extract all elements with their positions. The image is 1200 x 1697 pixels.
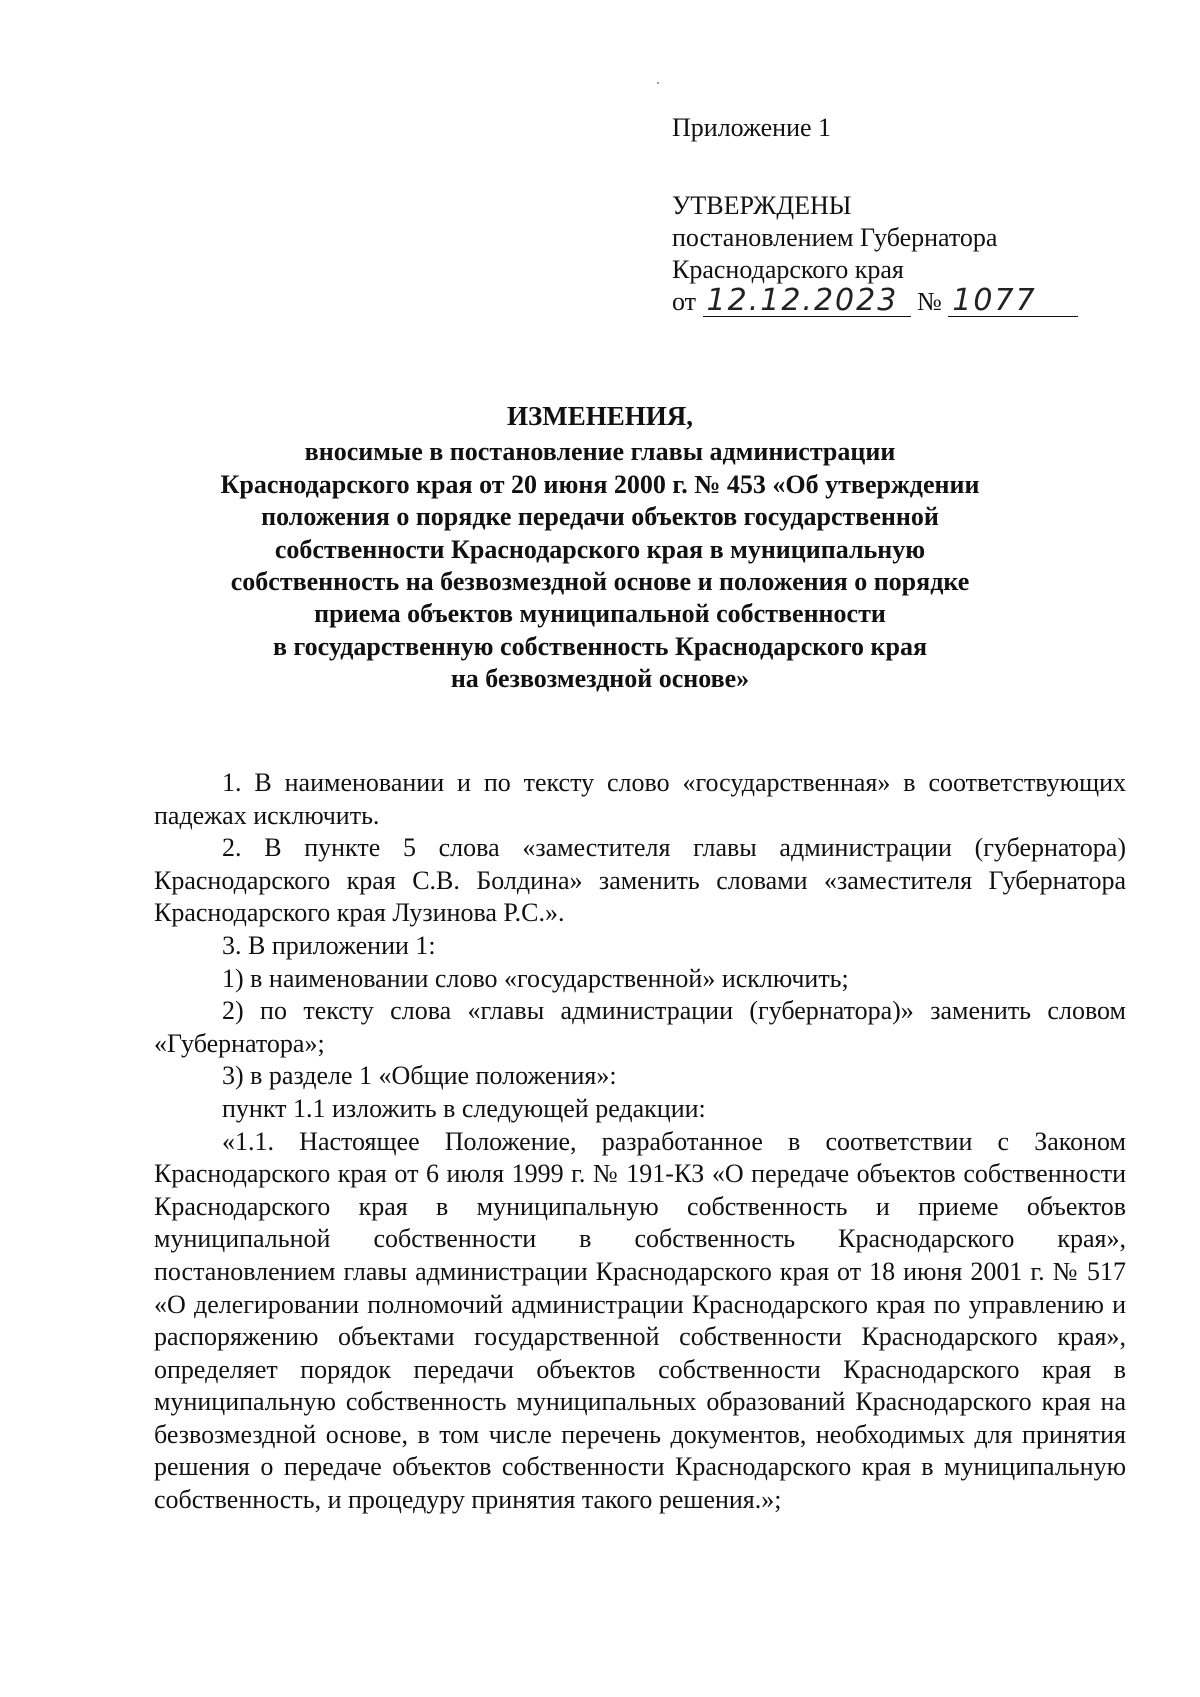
- paragraph-clause-intro: пункт 1.1 изложить в следующей редакции:: [222, 1093, 706, 1123]
- title-subtitle-line: на безвозмездной основе»: [450, 664, 750, 694]
- date-number-line: [672, 283, 1112, 318]
- appendix-label: Приложение 1: [672, 113, 832, 142]
- title-subtitle-line: Краснодарского края от 20 июня 2000 г. № 453 «Об утверждении: [220, 469, 980, 499]
- number-prefix: №: [917, 287, 942, 316]
- date-prefix: от: [672, 287, 697, 316]
- scan-artifact: [657, 82, 659, 84]
- approved-by-line-2: Краснодарского края: [672, 255, 904, 284]
- title-subtitle-line: положения о порядке передачи объектов государственной: [261, 502, 939, 532]
- title-main: ИЗМЕНЕНИЯ,: [506, 401, 693, 431]
- approved-label: УТВЕРЖДЕНЫ: [672, 191, 852, 220]
- approved-by-line-1: постановлением Губернатора: [672, 223, 998, 252]
- document-title: [150, 400, 1050, 696]
- approval-block: [672, 112, 1112, 318]
- paragraph-3: 3. В приложении 1:: [222, 930, 436, 960]
- paragraph-3-1: 1) в наименовании слово «государственной» исключить;: [222, 963, 849, 993]
- paragraph-3-3: 3) в разделе 1 «Общие положения»:: [222, 1061, 617, 1091]
- document-body: [154, 767, 1126, 1517]
- handwritten-number: 1077: [948, 286, 1078, 317]
- handwritten-date: 12.12.2023: [703, 286, 911, 317]
- title-subtitle-line: собственность на безвозмездной основе и положения о порядке: [230, 567, 970, 597]
- title-subtitle-line: в государственную собственность Краснодарского края: [272, 631, 928, 661]
- paragraph-1: 1. В наименовании и по тексту слово «государственная» в соответствующих падежах исключить.: [154, 768, 1126, 830]
- title-subtitle-line: вносимые в постановление главы администрации: [304, 437, 896, 467]
- paragraph-3-2: 2) по тексту слова «главы администрации (губернатора)» заменить словом «Губернатора»;: [154, 996, 1126, 1058]
- paragraph-clause-1-1: «1.1. Настоящее Положение, разработанное в соответствии с Законом Краснодарского края от 6 июля 1999 г. № 191-КЗ «О передаче объектов собственности Краснодарского края в муниципальную собственность и приеме объектов муниципальной собственности в собственность Краснодарского края», постановлением главы администрации Краснодарского края от 18 июня 2001 г. № 517 «О делегировании полномочий администрации Краснодарского края по управлению и распоряжению объектами государственной собственности Краснодарского края», определяет порядок передачи объектов собственности Краснодарского края в муниципальную собственность муниципальных образований Краснодарского края на безвозмездной основе, в том числе перечень документов, необходимых для принятия решения о передаче объектов собственности Краснодарского края в муниципальную собственность, и процедуру принятия такого решения.»;: [154, 1126, 1126, 1515]
- paragraph-2: 2. В пункте 5 слова «заместителя главы администрации (губернатора) Краснодарского края С.В. Болдина» заменить словами «заместителя Губернатора Краснодарского края Лузинова Р.С.».: [154, 833, 1126, 928]
- title-subtitle-line: собственности Краснодарского края в муниципальную: [274, 534, 926, 564]
- title-subtitle-line: приема объектов муниципальной собственности: [314, 599, 886, 629]
